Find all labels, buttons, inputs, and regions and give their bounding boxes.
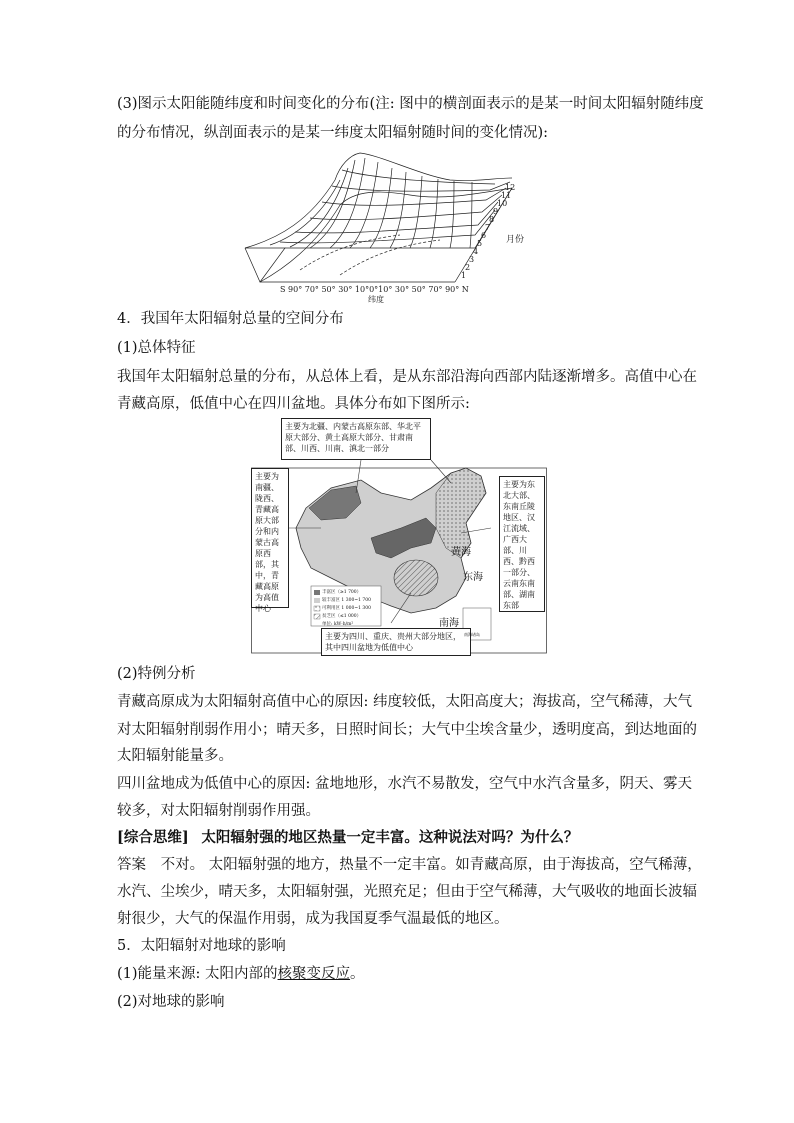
month-tick: 11 — [501, 191, 512, 200]
section3-line2: 的分布情况，纵剖面表示的是某一纬度太阳辐射随时间的变化情况): — [117, 125, 549, 141]
answer-line1 — [117, 855, 702, 875]
month-tick: 2 — [465, 263, 471, 272]
month-label: 月份 — [506, 235, 525, 245]
map-box-top: 主要为北疆、内蒙古高原东部、华北平原大部分、黄土高原大部分、甘肃南部、川西、川南、滇北一部分 — [281, 418, 431, 460]
legend-item: 可利用区 1 000~1 300 — [322, 606, 371, 611]
sea-label-east: 东海 — [463, 572, 483, 583]
section4-para1-line2: 青藏高原，低值中心在四川盆地。具体分布如下图所示: — [117, 396, 470, 412]
map-box-right: 主要为东北大部、东南丘陵地区、汉江流域、广西大部、川西、黔西一部分、云南东南部、湖南东部 — [499, 476, 545, 612]
answer-text1: 不对。 太阳辐射强的地方，热量不一定丰富。如青藏高原，由于海拔高，空气稀薄， — [160, 857, 702, 873]
legend-item: 较丰富区 1 300~1 700 — [322, 598, 371, 603]
section5-sub2: (2)对地球的影响 — [117, 994, 225, 1010]
latitude-label: 纬度 — [368, 295, 384, 304]
sub1-suffix: 。 — [350, 966, 365, 982]
month-tick: 9 — [493, 207, 499, 216]
month-tick: 8 — [489, 215, 495, 224]
section4-heading: 4．我国年太阳辐射总量的空间分布 — [117, 311, 344, 327]
answer-line3: 射很少，大气的保温作用弱，成为我国夏季气温最低的地区。 — [117, 911, 509, 927]
p2-line2: 对太阳辐射削弱作用小；晴天多，日照时间长；大气中尘埃含量少，透明度高，到达地面的 — [117, 722, 697, 738]
sea-label-south: 南海 — [439, 618, 459, 629]
p2-line3: 太阳辐射能量多。 — [117, 748, 233, 764]
answer-line2: 水汽、尘埃少，晴天多，太阳辐射强，光照充足；但由于空气稀薄，大气吸收的地面长波辐 — [117, 884, 697, 900]
section4-para1-line1: 我国年太阳辐射总量的分布，从总体上看，是从东部沿海向西部内陆逐渐增多。高值中心在 — [117, 369, 697, 385]
inset-label: 南海诸岛 — [464, 632, 480, 637]
map-legend — [322, 589, 382, 629]
thinking-question: 太阳辐射强的地区热量一定丰富。这种说法对吗？为什么？ — [201, 829, 579, 846]
sub1-prefix: (1)能量来源: 太阳内部的 — [117, 966, 278, 982]
thinking-label: [综合思维] — [117, 829, 189, 846]
month-tick: 12 — [505, 183, 516, 192]
month-axis — [461, 183, 524, 280]
legend-item: 丰富区（≥1 700） — [322, 590, 362, 595]
section4-sub1: (1)总体特征 — [117, 340, 196, 356]
p3-line2: 较多，对太阳辐射削弱作用强。 — [117, 803, 320, 819]
month-tick: 10 — [497, 199, 508, 208]
sub1-underlined: 核聚变反应 — [277, 966, 351, 982]
month-tick: 7 — [485, 223, 491, 232]
p2-line1: 青藏高原成为太阳辐射高值中心的原因: 纬度较低，太阳高度大；海拔高，空气稀薄，大气 — [117, 694, 692, 710]
month-tick: 6 — [481, 231, 487, 240]
legend-item: 贫乏区（≤1 000） — [322, 614, 362, 619]
map-box-left: 主要为南疆、陇西、青藏高原大部分和内蒙古高原西部，其中，青藏高原为高值中心 — [251, 468, 289, 608]
legend-item: 单位: kW·h/m² — [322, 622, 354, 627]
p3-line1: 四川盆地成为低值中心的原因: 盆地地形，水汽不易散发，空气中水汽含量多，阴天、雾天 — [117, 776, 692, 792]
month-tick: 1 — [461, 271, 467, 280]
china-radiation-map — [251, 418, 547, 658]
month-tick: 4 — [473, 247, 479, 256]
month-tick: 3 — [469, 255, 475, 264]
sea-label-yellow: 黄海 — [451, 547, 471, 558]
map-box-bottom: 主要为四川、重庆、贵州大部分地区，其中四川盆地为低值中心 — [321, 628, 471, 656]
section5-sub1 — [117, 964, 365, 984]
section3-line1: (3)图示太阳能随纬度和时间变化的分布(注: 图中的横剖面表示的是某一时间太阳辐射随纬度 — [117, 96, 704, 112]
month-tick: 5 — [477, 239, 483, 248]
thinking-question-line — [117, 828, 578, 848]
section4-sub2: (2)特例分析 — [117, 666, 196, 682]
answer-label: 答案 — [117, 857, 146, 873]
section5-heading: 5．太阳辐射对地球的影响 — [117, 938, 286, 954]
radiation-3d-figure — [240, 150, 530, 305]
latitude-ticks: S 90° 70° 50° 30° 10°0°10° 30° 50° 70° 90° N — [280, 285, 469, 294]
